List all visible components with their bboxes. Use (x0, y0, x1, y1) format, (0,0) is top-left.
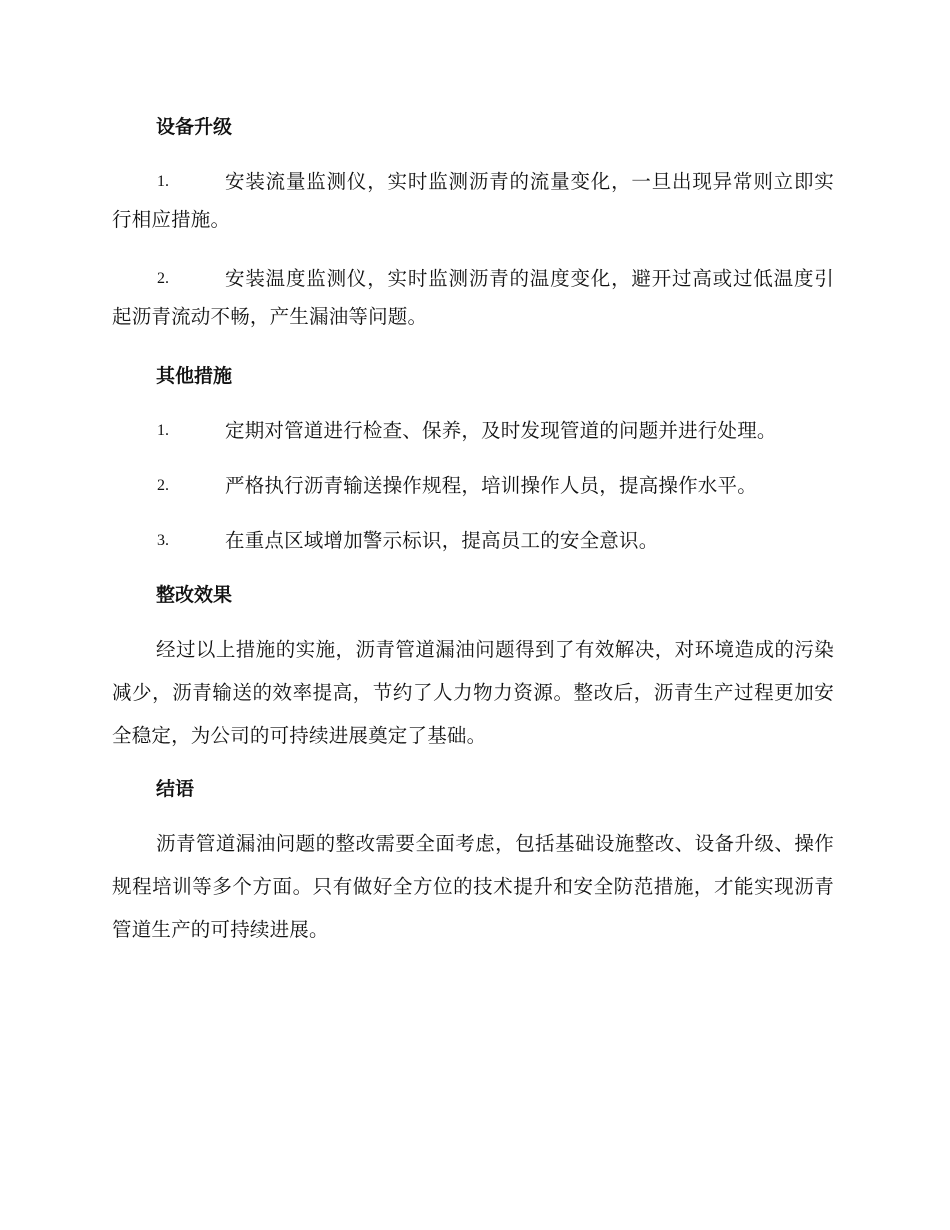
list-text: 安装温度监测仪，实时监测沥青的温度变化，避开过高或过低温度引起沥青流动不畅，产生漏油等问题。 (112, 267, 834, 328)
section-heading-conclusion: 结语 (156, 778, 195, 800)
list-text: 在重点区域增加警示标识，提高员工的安全意识。 (225, 529, 659, 552)
list-item (112, 163, 834, 239)
section-paragraph-effect: 经过以上措施的实施，沥青管道漏油问题得到了有效解决，对环境造成的污染减少，沥青输送的效率提高，节约了人力物力资源。整改后，沥青生产过程更加安全稳定，为公司的可持续进展奠定了基础。 (112, 638, 834, 747)
list-number: 3. (157, 532, 169, 549)
list-number: 2. (157, 270, 169, 287)
list-item (112, 412, 834, 450)
section-heading-effect: 整改效果 (156, 584, 233, 606)
list-number: 1. (157, 173, 169, 190)
list-text: 定期对管道进行检查、保养，及时发现管道的问题并进行处理。 (225, 419, 777, 442)
list-item (112, 467, 834, 505)
section-paragraph-conclusion: 沥青管道漏油问题的整改需要全面考虑，包括基础设施整改、设备升级、操作规程培训等多个方面。只有做好全方位的技术提升和安全防范措施，才能实现沥青管道生产的可持续进展。 (112, 832, 834, 941)
list-text: 严格执行沥青输送操作规程，培训操作人员，提高操作水平。 (225, 474, 757, 497)
list-number: 1. (157, 422, 169, 439)
list-item (112, 522, 834, 560)
list-text: 安装流量监测仪，实时监测沥青的流量变化，一旦出现异常则立即实行相应措施。 (112, 170, 834, 231)
list-number: 2. (157, 477, 169, 494)
list-item (112, 260, 834, 336)
section-heading-other: 其他措施 (156, 365, 233, 387)
section-heading-equipment: 设备升级 (156, 116, 233, 138)
